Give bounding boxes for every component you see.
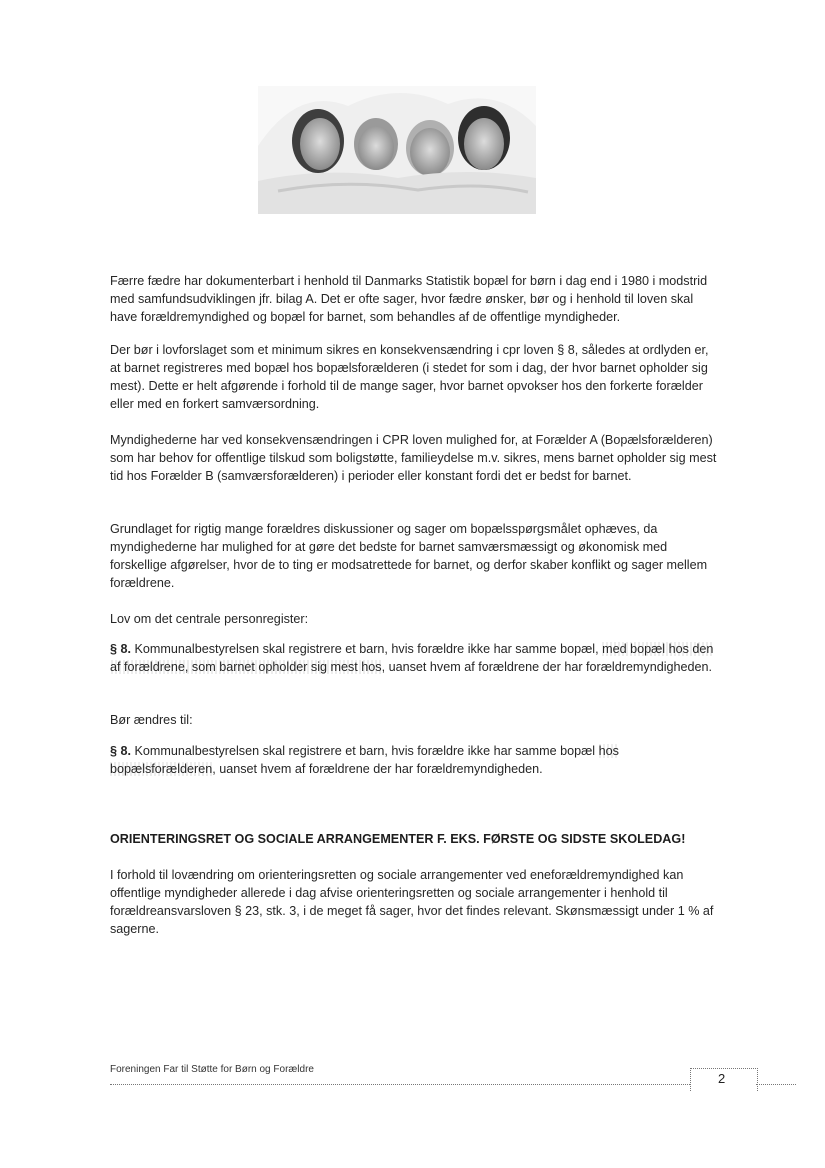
law-proposed-part-b: , uanset hvem af forældrene der har forældremyndigheden.	[212, 762, 543, 776]
paragraph-5	[110, 610, 720, 628]
law-current-text	[110, 640, 720, 676]
law-current-part-a: Kommunalbestyrelsen skal registrere et barn, hvis forældre ikke har samme bopæl,	[131, 642, 603, 656]
paragraph-4	[110, 520, 720, 592]
paragraph-1-text: Færre fædre har dokumenterbart i henhold til Danmarks Statistik bopæl for børn i dag end i 1980 i modstrid med samfundsudviklingen jfr. bilag A. Det er ofte sager, hvor fædre ønsker, bør og i henhold til loven skal have forældremyndighed og bopæl for barnet, som behandles af de offentlige myndigheder.	[110, 274, 708, 324]
paragraph-7	[110, 711, 720, 729]
law-current-highlight: med bopæl hos den af forældrene, som barnet opholder sig mest hos	[110, 642, 714, 674]
paragraph-9	[110, 866, 720, 938]
footer-divider-right	[756, 1084, 796, 1085]
paragraph-9-text: I forhold til lovændring om orienteringsretten og sociale arrangementer ved eneforældremyndighed kan offentlige myndigheder allerede i dag afvise orienteringsretten og sociale arrangementer i henhold til forældreansvarsloven § 23, stk. 3, i de meget få sager, hvor det findes relevant. Skønsmæssigt under 1 % af sagerne.	[110, 868, 714, 936]
footer-divider	[110, 1084, 690, 1085]
paragraph-2	[110, 341, 720, 413]
paragraph-law-proposed	[110, 742, 720, 778]
law-proposed-text	[110, 742, 720, 778]
paragraph-3	[110, 431, 720, 485]
law-current-section: § 8.	[110, 642, 132, 656]
paragraph-7-text: Bør ændres til:	[110, 713, 193, 727]
law-proposed-highlight: hos bopælsforælderen	[110, 744, 619, 776]
paragraph-1	[110, 272, 720, 326]
law-proposed-part-a: Kommunalbestyrelsen skal registrere et barn, hvis forældre ikke har samme bopæl	[131, 744, 599, 758]
footer-organization: Foreningen Far til Støtte for Børn og Forældre	[110, 1064, 314, 1075]
paragraph-3-text: Myndighederne har ved konsekvensændringen i CPR loven mulighed for, at Forælder A (Bopælsforælderen) som har behov for offentlige tilskud som boligstøtte, familieydelse m.v. sikres, mens barnet opholder sig mest tid hos Forælder B (samværsforælderen) i perioder eller konstant fordi det er bedst for barnet.	[110, 433, 717, 483]
family-photo	[258, 86, 536, 214]
paragraph-4-text: Grundlaget for rigtig mange forældres diskussioner og sager om bopælsspørgsmålet ophæves, da myndighederne har mulighed for at gøre det bedste for barnet samværsmæssigt og økonomisk med forskellige afgørelser, hvor de to ting er modsatrettede for barnet, og derfor skaber konflikt og sager mellem forældrene.	[110, 522, 708, 590]
family-photo-illustration	[258, 86, 536, 214]
paragraph-5-text: Lov om det centrale personregister:	[110, 612, 309, 626]
page-number: 2	[718, 1071, 726, 1086]
section-heading: ORIENTERINGSRET OG SOCIALE ARRANGEMENTER F. EKS. FØRSTE OG SIDSTE SKOLEDAG!	[110, 832, 686, 846]
law-proposed-section: § 8.	[110, 744, 132, 758]
paragraph-law-current	[110, 640, 720, 676]
law-current-part-b: , uanset hvem af forældrene der har forældremyndigheden.	[381, 660, 713, 674]
paragraph-2-text: Der bør i lovforslaget som et minimum sikres en konsekvensændring i cpr loven § 8, således at ordlyden er, at barnet registreres med bopæl hos bopælsforælderen (i stedet for som i dag, der hvor barnet opholder sig mest). Dette er helt afgørende i forhold til de mange sager, hvor barnet opvokser hos den forkerte forælder eller med en forkert samværsordning.	[110, 343, 709, 411]
